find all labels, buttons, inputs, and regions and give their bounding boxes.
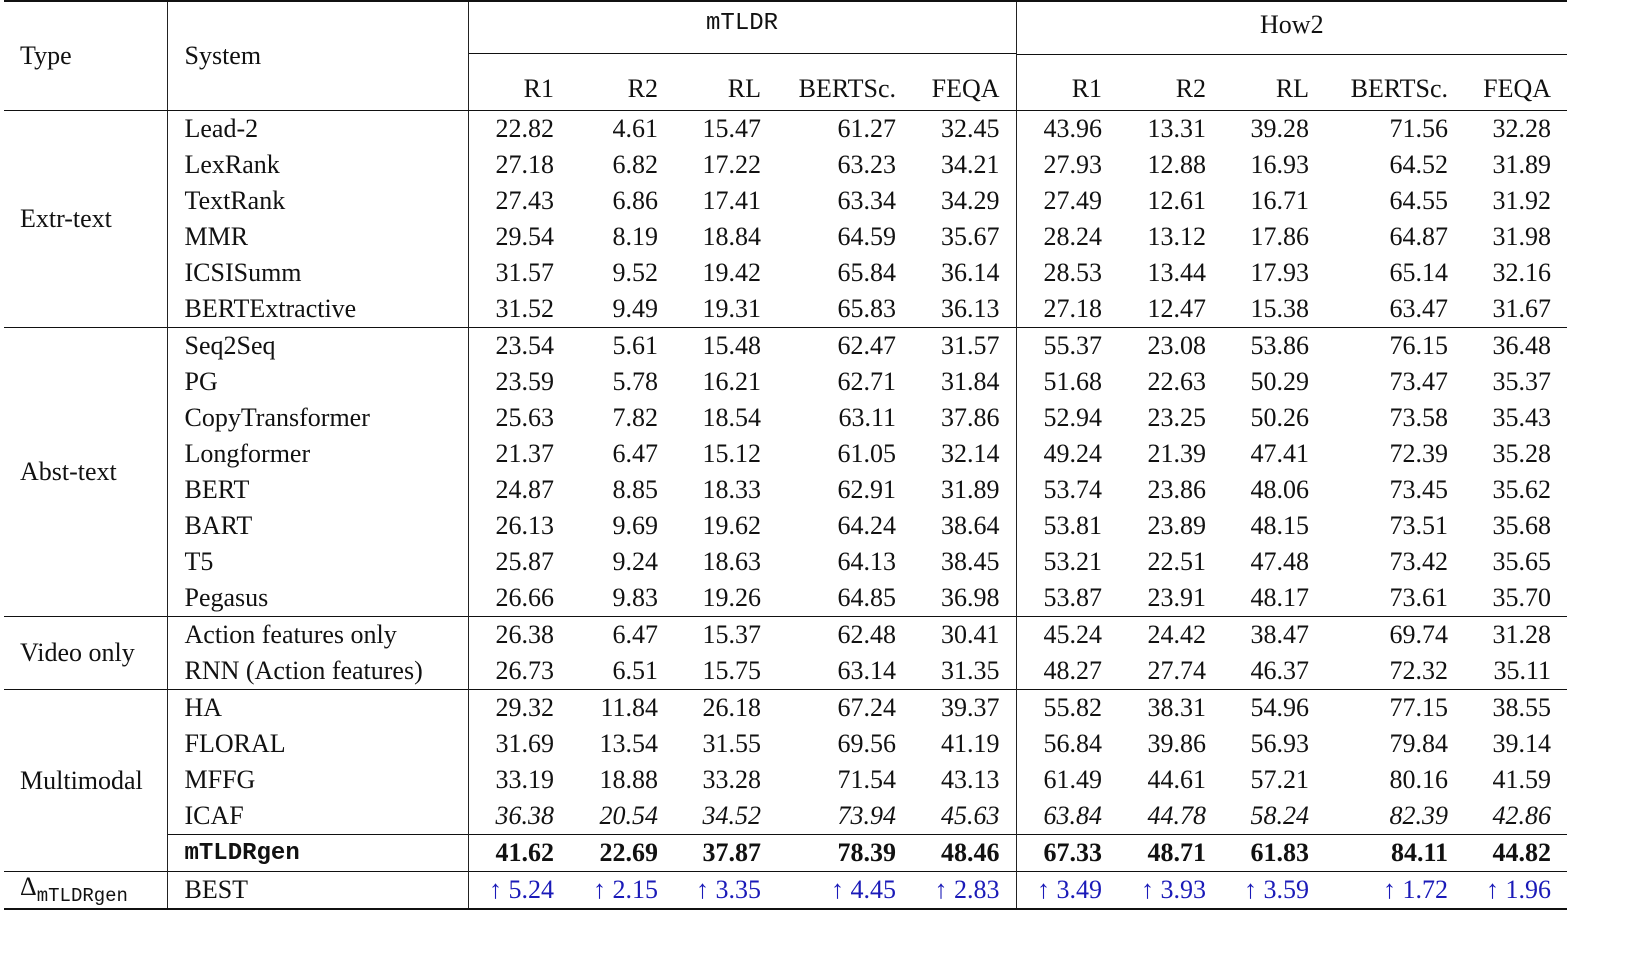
value-cell: 78.39 [777, 835, 912, 872]
value-cell: 69.74 [1325, 617, 1464, 654]
value-cell: 37.87 [674, 835, 777, 872]
system-name: MMR [167, 219, 468, 255]
header-metric-feqa-mtldr: FEQA [912, 68, 1016, 111]
value-cell: 29.54 [468, 219, 570, 255]
value-cell: 61.05 [837, 439, 896, 468]
value-cell: 12.88 [1147, 150, 1207, 179]
value-cell: 56.93 [1250, 729, 1310, 758]
value-cell: 6.47 [570, 617, 674, 654]
value-cell: 13.31 [1147, 114, 1207, 143]
value-cell: 19.31 [702, 294, 761, 323]
value-cell: 35.67 [941, 222, 1000, 251]
value-cell: 13.44 [1147, 258, 1207, 287]
value-cell: 35.65 [1492, 547, 1552, 576]
value-cell: 39.37 [912, 690, 1016, 727]
delta-value-cell: ↑ 3.59 [1222, 872, 1325, 910]
table-row [4, 436, 1567, 472]
value-cell: 31.55 [702, 729, 761, 758]
value-cell: 64.52 [1389, 150, 1449, 179]
table-row-delta [4, 872, 1567, 910]
value-cell: 32.16 [1492, 258, 1552, 287]
value-cell: 16.21 [702, 367, 761, 396]
system-name: FLORAL [167, 726, 468, 762]
value-cell: 25.63 [468, 400, 570, 436]
value-cell: 24.42 [1118, 617, 1222, 654]
value-cell: 33.28 [702, 765, 761, 794]
delta-label [4, 872, 167, 910]
table-row [4, 364, 1567, 400]
value-cell: 35.43 [1492, 403, 1552, 432]
value-cell: 44.82 [1464, 835, 1567, 872]
value-cell: 35.70 [1492, 583, 1552, 612]
value-cell: 27.43 [468, 183, 570, 219]
value-cell: 61.83 [1222, 835, 1325, 872]
value-cell: 49.24 [1016, 436, 1118, 472]
value-cell: 9.69 [612, 511, 658, 540]
header-metric-rl-mtldr: RL [674, 68, 777, 111]
value-cell: 62.91 [837, 475, 896, 504]
value-cell: 18.63 [702, 547, 761, 576]
value-cell: 62.47 [777, 328, 912, 365]
value-cell: 69.56 [837, 729, 896, 758]
value-cell: 23.86 [1147, 475, 1207, 504]
value-cell: 53.74 [1016, 472, 1118, 508]
value-cell: 47.41 [1250, 439, 1310, 468]
system-name: BART [167, 508, 468, 544]
value-cell: 12.47 [1147, 294, 1207, 323]
value-cell: 53.87 [1016, 580, 1118, 617]
value-cell: 48.46 [912, 835, 1016, 872]
table-row [4, 183, 1567, 219]
table-row [4, 219, 1567, 255]
value-cell: 35.37 [1492, 367, 1552, 396]
value-cell: 63.14 [837, 656, 896, 685]
value-cell: 23.54 [468, 328, 570, 365]
value-cell: 53.86 [1222, 328, 1325, 365]
value-cell: 13.54 [599, 729, 658, 758]
delta-value-cell: ↑ 4.45 [777, 872, 912, 910]
value-cell: 36.48 [1464, 328, 1567, 365]
value-cell: 48.15 [1250, 511, 1310, 540]
value-cell: 64.87 [1389, 222, 1449, 251]
value-cell: 23.59 [468, 364, 570, 400]
system-name: Lead-2 [167, 111, 468, 148]
value-cell: 67.24 [777, 690, 912, 727]
value-cell: 38.45 [941, 547, 1000, 576]
value-cell: 35.62 [1492, 475, 1552, 504]
table-row [4, 617, 1567, 654]
value-cell: 26.18 [674, 690, 777, 727]
value-cell: 38.31 [1118, 690, 1222, 727]
system-name: HA [167, 690, 468, 727]
header-metric-bertsc-how2: BERTSc. [1325, 68, 1464, 111]
delta-system: BEST [167, 872, 468, 910]
value-cell: 19.42 [702, 258, 761, 287]
value-cell: 27.18 [468, 147, 570, 183]
value-cell: 34.29 [941, 186, 1000, 215]
table-row [4, 544, 1567, 580]
value-cell: 22.63 [1147, 367, 1207, 396]
value-cell: 73.61 [1389, 583, 1449, 612]
value-cell: 36.14 [941, 258, 1000, 287]
value-cell: 77.15 [1325, 690, 1464, 727]
value-cell: 22.82 [468, 111, 570, 148]
value-cell: 11.84 [570, 690, 674, 727]
table-row [4, 580, 1567, 617]
value-cell: 73.47 [1389, 367, 1449, 396]
value-cell: 8.19 [612, 222, 658, 251]
header-metric-bertsc-mtldr: BERTSc. [777, 68, 912, 111]
value-cell: 26.73 [468, 653, 570, 690]
value-cell: 31.35 [941, 656, 1000, 685]
value-cell: 63.47 [1389, 294, 1449, 323]
value-cell: 31.28 [1464, 617, 1567, 654]
value-cell: 44.61 [1147, 765, 1207, 794]
value-cell: 16.93 [1250, 150, 1310, 179]
value-cell: 6.47 [612, 439, 658, 468]
value-cell: 44.78 [1147, 801, 1207, 830]
table-row [4, 726, 1567, 762]
value-cell: 32.45 [941, 114, 1000, 143]
value-cell: 27.49 [1016, 183, 1118, 219]
value-cell: 15.37 [674, 617, 777, 654]
header-metric-r1-how2: R1 [1016, 68, 1118, 111]
value-cell: 31.52 [468, 291, 570, 328]
header-metric-rl-how2: RL [1222, 68, 1325, 111]
value-cell: 36.38 [468, 798, 570, 835]
value-cell: 31.89 [941, 475, 1000, 504]
table-row [4, 147, 1567, 183]
table-row-ours [4, 835, 1567, 872]
table-row [4, 328, 1567, 365]
value-cell: 6.82 [612, 150, 658, 179]
value-cell: 64.85 [837, 583, 896, 612]
value-cell: 55.82 [1016, 690, 1118, 727]
header-type: Type [4, 1, 167, 111]
value-cell: 31.69 [468, 726, 570, 762]
value-cell: 5.78 [612, 367, 658, 396]
value-cell: 22.51 [1147, 547, 1207, 576]
value-cell: 48.27 [1016, 653, 1118, 690]
value-cell: 15.38 [1250, 294, 1310, 323]
system-name: ICAF [167, 798, 468, 835]
value-cell: 34.52 [702, 801, 761, 830]
value-cell: 39.14 [1492, 729, 1552, 758]
group-type-label: Video only [4, 617, 167, 690]
value-cell: 48.17 [1250, 583, 1310, 612]
value-cell: 18.54 [702, 403, 761, 432]
value-cell: 33.19 [468, 762, 570, 798]
value-cell: 15.12 [702, 439, 761, 468]
value-cell: 41.62 [468, 835, 570, 872]
group-type-label: Abst-text [4, 328, 167, 617]
value-cell: 15.48 [674, 328, 777, 365]
system-name: PG [167, 364, 468, 400]
value-cell: 31.67 [1492, 294, 1552, 323]
table-header [4, 1, 1567, 111]
value-cell: 80.16 [1389, 765, 1449, 794]
table-body [4, 111, 1567, 910]
value-cell: 47.48 [1250, 547, 1310, 576]
value-cell: 50.29 [1250, 367, 1310, 396]
value-cell: 67.33 [1016, 835, 1118, 872]
value-cell: 19.26 [702, 583, 761, 612]
value-cell: 57.21 [1250, 765, 1310, 794]
value-cell: 30.41 [912, 617, 1016, 654]
system-name-ours: mTLDRgen [167, 835, 468, 872]
value-cell: 36.98 [941, 583, 1000, 612]
group-type-label: Multimodal [4, 690, 167, 872]
value-cell: 58.24 [1250, 801, 1310, 830]
value-cell: 23.25 [1147, 403, 1207, 432]
value-cell: 26.66 [468, 580, 570, 617]
value-cell: 27.93 [1016, 147, 1118, 183]
system-name: MFFG [167, 762, 468, 798]
header-dataset-how2-label: How2 [1017, 10, 1568, 55]
value-cell: 13.12 [1147, 222, 1207, 251]
value-cell: 12.61 [1147, 186, 1207, 215]
system-name: Seq2Seq [167, 328, 468, 365]
value-cell: 43.96 [1016, 111, 1118, 148]
value-cell: 73.42 [1389, 547, 1449, 576]
value-cell: 53.81 [1016, 508, 1118, 544]
results-table [4, 0, 1567, 910]
value-cell: 31.57 [468, 255, 570, 291]
value-cell: 28.53 [1016, 255, 1118, 291]
value-cell: 63.84 [1016, 798, 1118, 835]
value-cell: 7.82 [612, 403, 658, 432]
value-cell: 45.24 [1016, 617, 1118, 654]
delta-symbol: Δ [20, 872, 37, 902]
table-row [4, 472, 1567, 508]
value-cell: 27.74 [1147, 656, 1207, 685]
value-cell: 76.15 [1325, 328, 1464, 365]
value-cell: 46.37 [1250, 656, 1310, 685]
delta-subscript: mTLDRgen [36, 885, 128, 908]
value-cell: 32.14 [941, 439, 1000, 468]
value-cell: 31.92 [1492, 186, 1552, 215]
value-cell: 45.63 [941, 801, 1000, 830]
value-cell: 63.34 [837, 186, 896, 215]
value-cell: 26.38 [468, 617, 570, 654]
value-cell: 65.83 [837, 294, 896, 323]
delta-value-cell: ↑ 1.72 [1325, 872, 1464, 910]
table-row [4, 255, 1567, 291]
value-cell: 84.11 [1325, 835, 1464, 872]
value-cell: 9.83 [612, 583, 658, 612]
value-cell: 31.84 [941, 367, 1000, 396]
value-cell: 53.21 [1016, 544, 1118, 580]
value-cell: 26.13 [468, 508, 570, 544]
header-dataset-how2 [1016, 1, 1567, 68]
value-cell: 48.71 [1118, 835, 1222, 872]
results-table-container [4, 0, 1567, 910]
value-cell: 51.68 [1016, 364, 1118, 400]
group-type-label: Extr-text [20, 204, 112, 233]
value-cell: 62.48 [777, 617, 912, 654]
header-metric-r2-how2: R2 [1118, 68, 1222, 111]
table-row [4, 400, 1567, 436]
table-row [4, 508, 1567, 544]
value-cell: 71.54 [837, 765, 896, 794]
value-cell: 31.98 [1492, 222, 1552, 251]
value-cell: 15.75 [702, 656, 761, 685]
value-cell: 35.68 [1492, 511, 1552, 540]
value-cell: 64.24 [837, 511, 896, 540]
value-cell: 29.32 [468, 690, 570, 727]
value-cell: 18.84 [702, 222, 761, 251]
header-dataset-mtldr-label: mTLDR [469, 10, 1016, 54]
table-row [4, 653, 1567, 690]
value-cell: 42.86 [1492, 801, 1552, 830]
value-cell: 28.24 [1016, 219, 1118, 255]
value-cell: 35.28 [1492, 439, 1552, 468]
value-cell: 23.89 [1147, 511, 1207, 540]
value-cell: 39.28 [1250, 114, 1310, 143]
value-cell: 73.94 [837, 801, 896, 830]
value-cell: 63.11 [838, 403, 896, 432]
table-row [4, 111, 1567, 148]
value-cell: 38.55 [1464, 690, 1567, 727]
value-cell: 31.89 [1492, 150, 1552, 179]
value-cell: 71.56 [1389, 114, 1449, 143]
value-cell: 61.27 [837, 114, 896, 143]
value-cell: 27.18 [1016, 291, 1118, 328]
value-cell: 21.37 [468, 436, 570, 472]
value-cell: 64.13 [837, 547, 896, 576]
value-cell: 52.94 [1016, 400, 1118, 436]
value-cell: 73.51 [1389, 511, 1449, 540]
value-cell: 63.23 [837, 150, 896, 179]
value-cell: 25.87 [468, 544, 570, 580]
value-cell: 17.93 [1250, 258, 1310, 287]
delta-value-cell: ↑ 1.96 [1464, 872, 1567, 910]
value-cell: 72.39 [1389, 439, 1449, 468]
system-name: TextRank [167, 183, 468, 219]
value-cell: 24.87 [468, 472, 570, 508]
system-name: BERTExtractive [167, 291, 468, 328]
value-cell: 36.13 [941, 294, 1000, 323]
value-cell: 15.47 [702, 114, 761, 143]
value-cell: 9.24 [612, 547, 658, 576]
header-metric-r2-mtldr: R2 [570, 68, 674, 111]
value-cell: 43.13 [941, 765, 1000, 794]
value-cell: 65.14 [1389, 258, 1449, 287]
value-cell: 8.85 [612, 475, 658, 504]
value-cell: 39.86 [1147, 729, 1207, 758]
table-row [4, 798, 1567, 835]
value-cell: 32.28 [1492, 114, 1552, 143]
value-cell: 23.91 [1147, 583, 1207, 612]
value-cell: 6.51 [612, 656, 658, 685]
value-cell: 50.26 [1250, 403, 1310, 432]
value-cell: 23.08 [1118, 328, 1222, 365]
header-metric-feqa-how2: FEQA [1464, 68, 1567, 111]
value-cell: 48.06 [1250, 475, 1310, 504]
value-cell: 72.32 [1389, 656, 1449, 685]
value-cell: 55.37 [1016, 328, 1118, 365]
delta-value-cell: ↑ 2.15 [570, 872, 674, 910]
header-system: System [167, 1, 468, 111]
value-cell: 18.33 [702, 475, 761, 504]
value-cell: 17.86 [1250, 222, 1310, 251]
system-name: T5 [167, 544, 468, 580]
value-cell: 65.84 [837, 258, 896, 287]
system-name: Longformer [167, 436, 468, 472]
value-cell: 35.11 [1493, 656, 1552, 685]
header-metric-r1-mtldr: R1 [468, 68, 570, 111]
value-cell: 82.39 [1389, 801, 1449, 830]
value-cell: 22.69 [570, 835, 674, 872]
value-cell: 20.54 [599, 801, 658, 830]
system-name: LexRank [167, 147, 468, 183]
value-cell: 41.19 [941, 729, 1000, 758]
system-name: Pegasus [167, 580, 468, 617]
value-cell: 5.61 [570, 328, 674, 365]
system-name: ICSISumm [167, 255, 468, 291]
delta-value-cell: ↑ 3.49 [1016, 872, 1118, 910]
value-cell: 6.86 [612, 186, 658, 215]
system-name: CopyTransformer [167, 400, 468, 436]
value-cell: 64.55 [1389, 186, 1449, 215]
value-cell: 54.96 [1222, 690, 1325, 727]
system-name: RNN (Action features) [167, 653, 468, 690]
value-cell: 9.49 [612, 294, 658, 323]
value-cell: 56.84 [1016, 726, 1118, 762]
value-cell: 62.71 [837, 367, 896, 396]
table-row [4, 291, 1567, 328]
value-cell: 9.52 [612, 258, 658, 287]
system-name: Action features only [167, 617, 468, 654]
value-cell: 17.41 [702, 186, 761, 215]
value-cell: 73.58 [1389, 403, 1449, 432]
value-cell: 64.59 [837, 222, 896, 251]
value-cell: 18.88 [599, 765, 658, 794]
value-cell: 61.49 [1016, 762, 1118, 798]
value-cell: 37.86 [941, 403, 1000, 432]
delta-value-cell: ↑ 3.35 [674, 872, 777, 910]
value-cell: 31.57 [912, 328, 1016, 365]
value-cell: 79.84 [1389, 729, 1449, 758]
value-cell: 17.22 [702, 150, 761, 179]
delta-value-cell: ↑ 3.93 [1118, 872, 1222, 910]
value-cell: 41.59 [1492, 765, 1552, 794]
delta-value-cell: ↑ 5.24 [468, 872, 570, 910]
value-cell: 16.71 [1250, 186, 1310, 215]
table-row [4, 762, 1567, 798]
delta-value-cell: ↑ 2.83 [912, 872, 1016, 910]
table-row [4, 690, 1567, 727]
value-cell: 38.64 [941, 511, 1000, 540]
value-cell: 73.45 [1389, 475, 1449, 504]
value-cell: 19.62 [702, 511, 761, 540]
value-cell: 38.47 [1222, 617, 1325, 654]
header-dataset-mtldr [468, 1, 1016, 68]
system-name: BERT [167, 472, 468, 508]
value-cell: 21.39 [1147, 439, 1207, 468]
value-cell: 34.21 [941, 150, 1000, 179]
value-cell: 4.61 [612, 114, 658, 143]
